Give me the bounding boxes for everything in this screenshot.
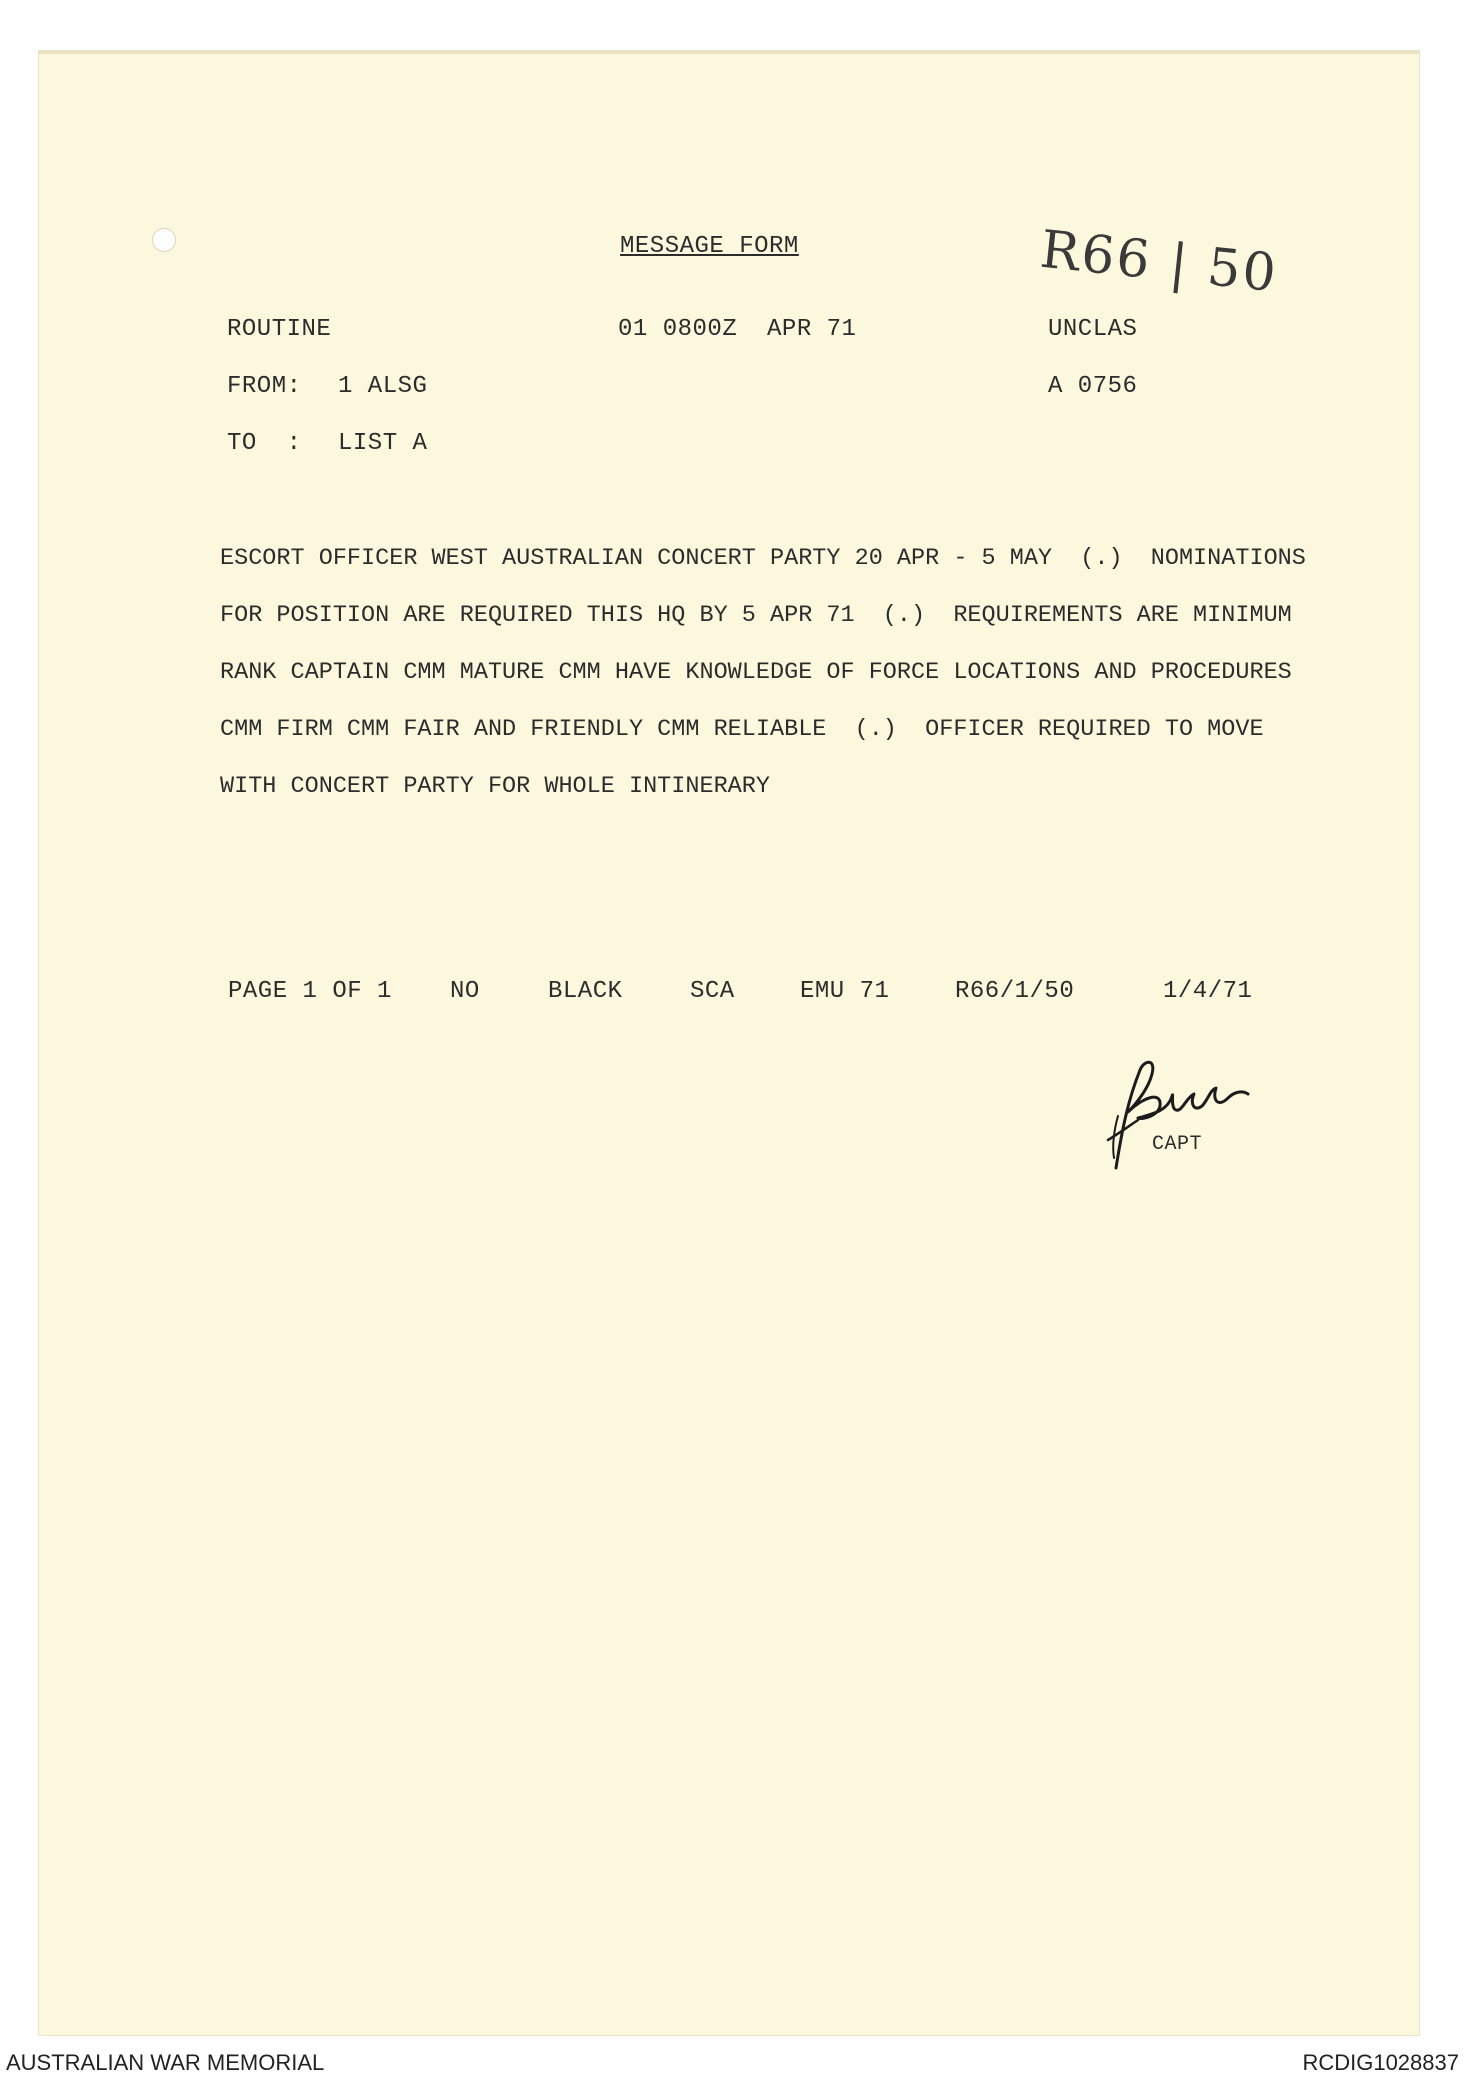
- extension: EMU 71: [800, 978, 890, 1005]
- originator: BLACK: [548, 978, 623, 1005]
- caption-source: AUSTRALIAN WAR MEMORIAL: [6, 2050, 325, 2075]
- caption-id: RCDIG1028837: [1302, 2050, 1459, 2075]
- body-line: ESCORT OFFICER WEST AUSTRALIAN CONCERT PARTY 20 APR - 5 MAY (.) NOMINATIONS: [220, 545, 1306, 572]
- document-page: [38, 50, 1420, 2036]
- footer-no: NO: [450, 978, 480, 1005]
- from-label: FROM:: [227, 373, 302, 400]
- body-line: WITH CONCERT PARTY FOR WHOLE INTINERARY: [220, 773, 770, 800]
- to-label: TO :: [227, 430, 302, 457]
- file-reference: R66/1/50: [955, 978, 1075, 1005]
- body-line: FOR POSITION ARE REQUIRED THIS HQ BY 5 APR 71 (.) REQUIREMENTS ARE MINIMUM: [220, 602, 1292, 629]
- form-title: MESSAGE FORM: [620, 233, 799, 260]
- to-value: LIST A: [338, 430, 428, 457]
- precedence: ROUTINE: [227, 316, 332, 343]
- from-value: 1 ALSG: [338, 373, 428, 400]
- handwritten-reference: R66 | 50: [1037, 219, 1281, 305]
- signature-rank: CAPT: [1152, 1133, 1203, 1156]
- message-number: A 0756: [1048, 373, 1138, 400]
- signature: [1098, 1050, 1258, 1180]
- page-count: PAGE 1 OF 1: [228, 978, 392, 1005]
- footer-date: 1/4/71: [1163, 978, 1253, 1005]
- body-line: CMM FIRM CMM FAIR AND FRIENDLY CMM RELIABLE (.) OFFICER REQUIRED TO MOVE: [220, 716, 1264, 743]
- body-line: RANK CAPTAIN CMM MATURE CMM HAVE KNOWLEDGE OF FORCE LOCATIONS AND PROCEDURES: [220, 659, 1292, 686]
- date-time-group: 01 0800Z APR 71: [618, 316, 857, 343]
- classification: UNCLAS: [1048, 316, 1138, 343]
- punch-hole: [152, 228, 176, 252]
- sca: SCA: [690, 978, 735, 1005]
- message-body: [220, 545, 1320, 830]
